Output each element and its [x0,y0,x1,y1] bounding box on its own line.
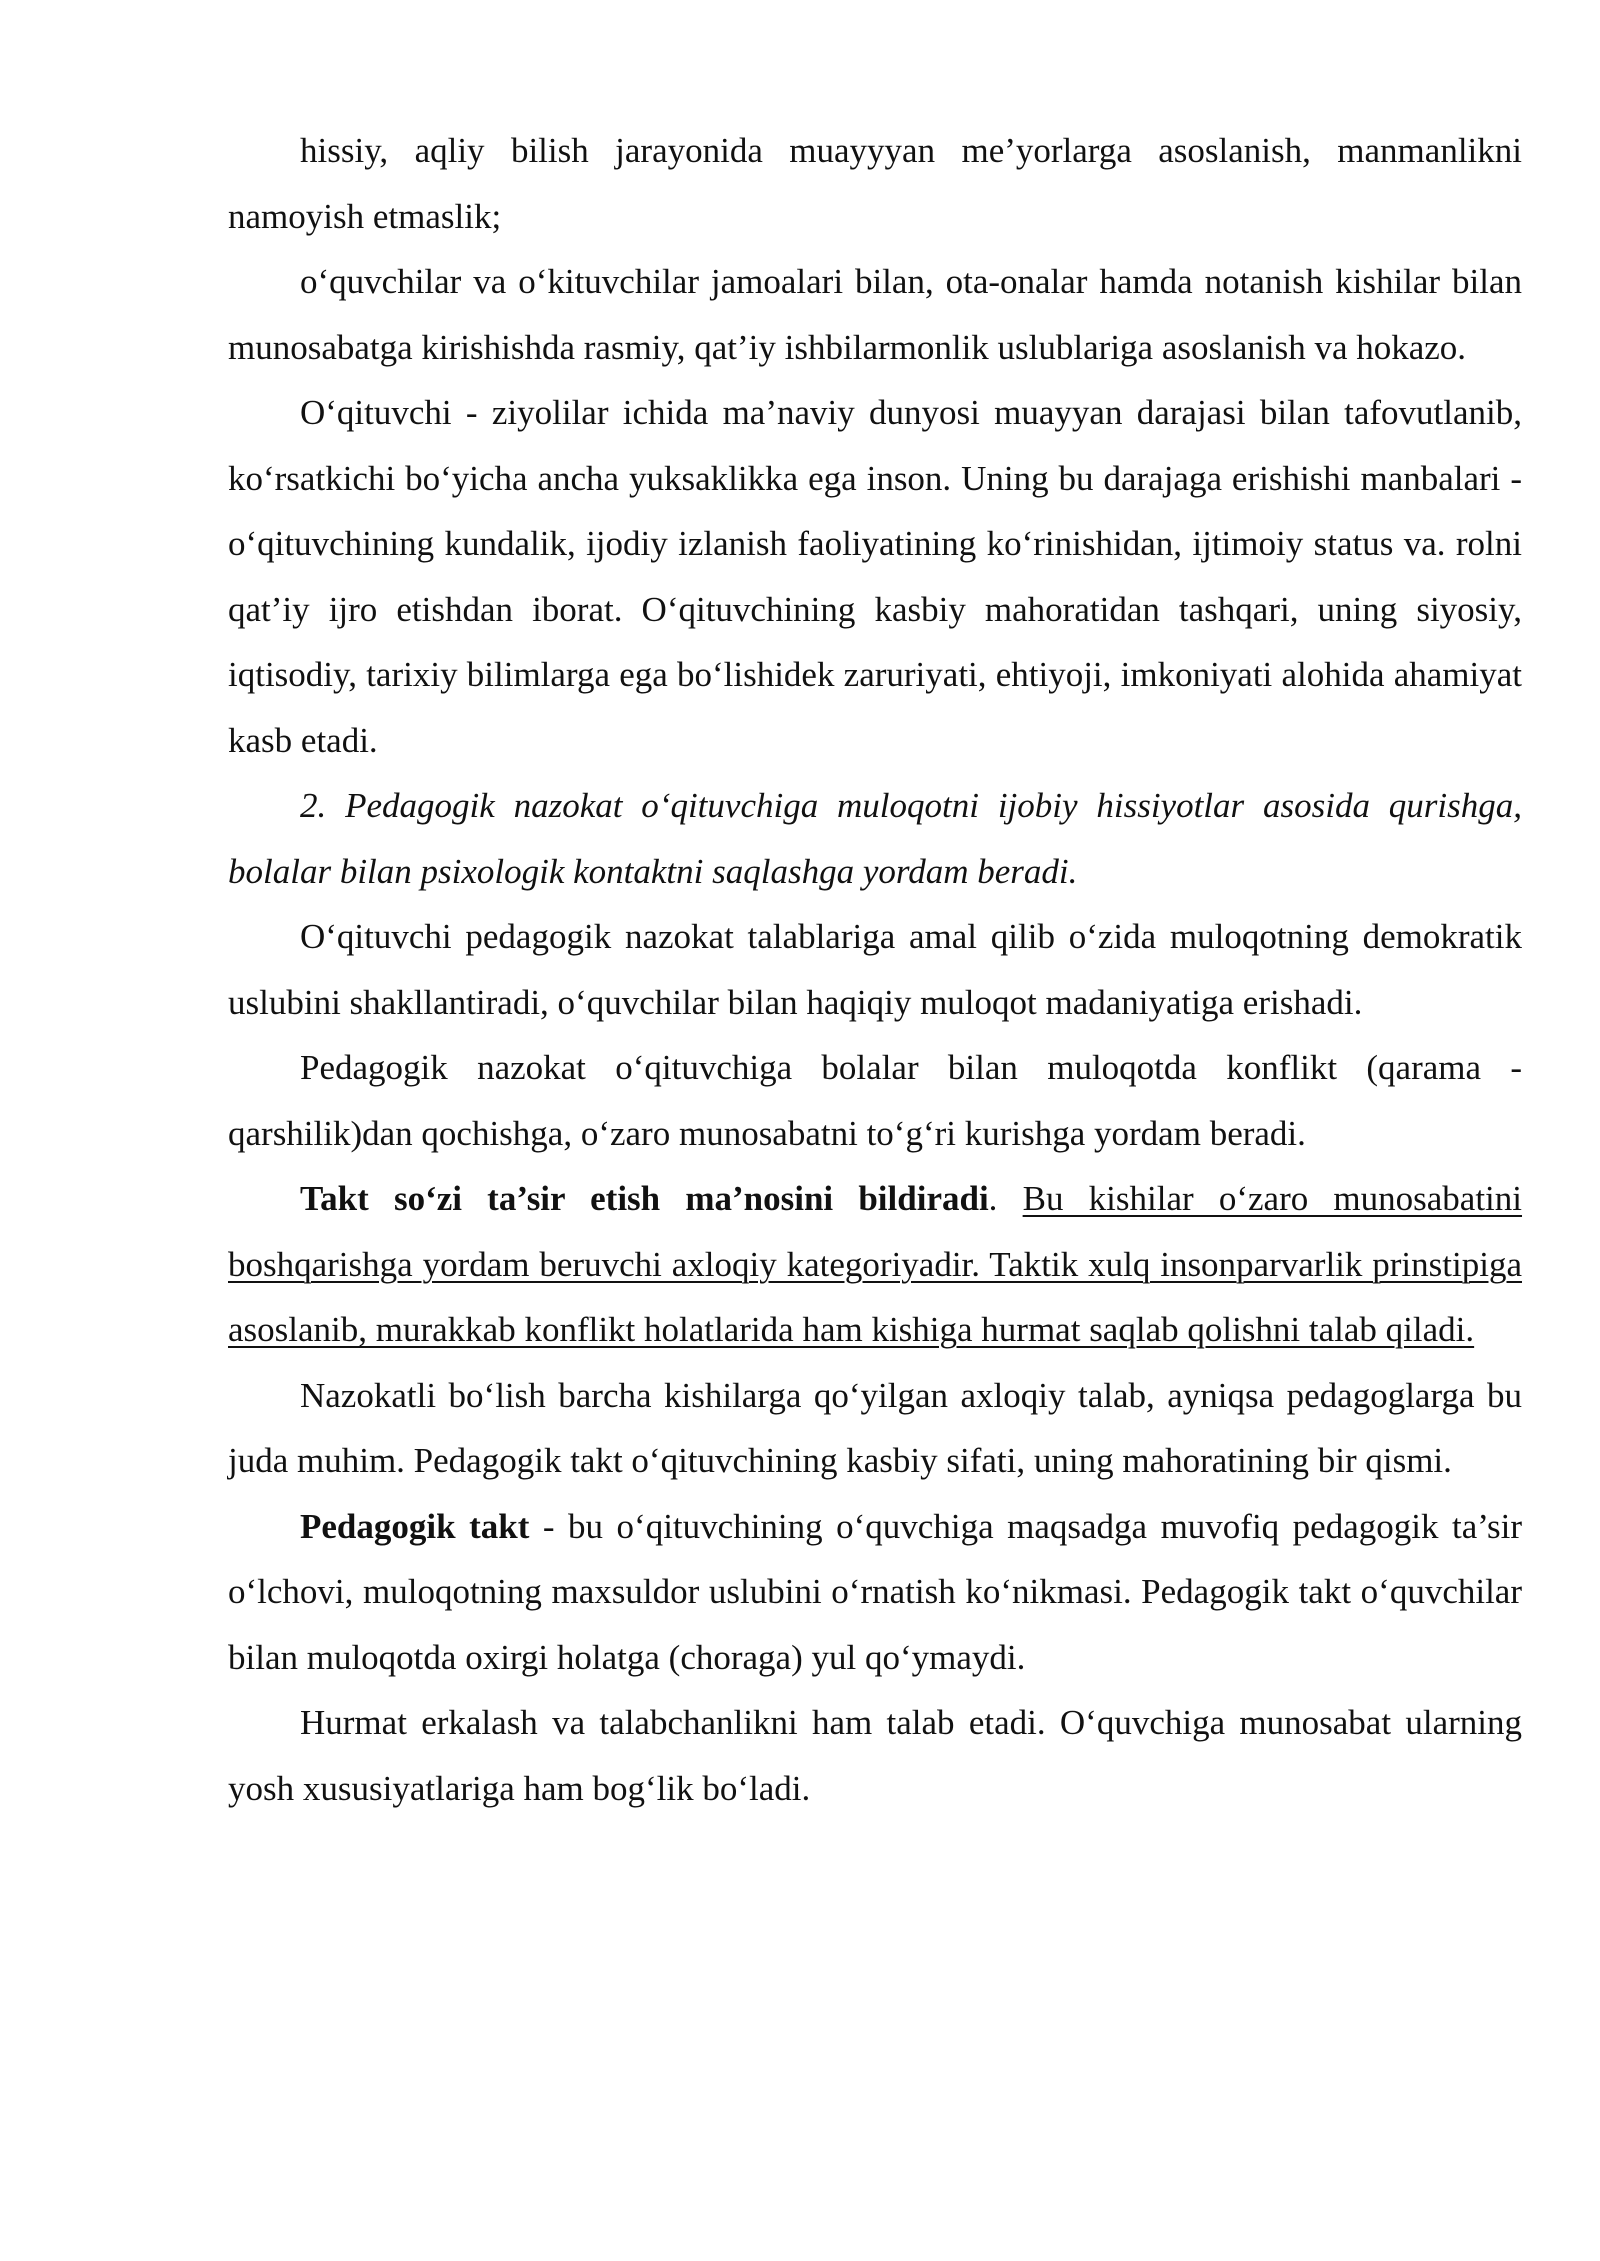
paragraph-10: Hurmat erkalash va talabchanlikni ham talab etadi. O‘quvchiga munosabat ularning yosh xususiyatlariga ham bog‘lik bo‘ladi. [228,1703,1522,1808]
paragraph-2: o‘quvchilar va o‘kituvchilar jamoalari bilan, ota-onalar hamda notanish kishilar bilan munosabatga kirishishda rasmiy, qat’iy ishbilarmonlik uslublariga asoslanish va hokazo. [228,262,1522,367]
takt-definition-bold: Takt so‘zi ta’sir etish ma’nosini bildiradi [300,1179,989,1218]
pedagogik-takt-definition: - bu o‘qituvchining o‘quvchiga maqsadga muvofiq pedagogik ta’sir o‘lchovi, muloqotning maxsuldor uslubini o‘rnatish ko‘nikmasi. Pedagogik takt o‘quvchilar bilan muloqotda oxirgi holatga (choraga) yul qo‘ymaydi. [228,1506,1522,1677]
paragraph-9 [228,1494,1522,1691]
paragraph-7-separator: . [988,1179,1023,1218]
paragraph-8: Nazokatli bo‘lish barcha kishilarga qo‘yilgan axloqiy talab, ayniqsa pedagoglarga bu juda muhim. Pedagogik takt o‘qituvchining kasbiy sifati, uning mahoratining bir qismi. [228,1375,1522,1480]
takt-explanation-underlined: Bu kishilar o‘zaro munosabatini boshqarishga yordam beruvchi axloqiy kategoriyadir. Taktik xulq insonparvarlik prinstipiga asoslanib, murakkab konflikt holatlarida ham kishiga hurmat saqlab qolishni talab qiladi. [228,1179,1523,1349]
paragraph-3: O‘qituvchi - ziyolilar ichida ma’naviy dunyosi muayyan darajasi bilan tafovutlanib, ko‘rsatkichi bo‘yicha ancha yuksaklikka ega inson. Uning bu darajaga erishishi manbalari - o‘qituvchining kundalik, ijodiy izlanish faoliyatining ko‘rinishidan, ijtimoiy status va. rolni qat’iy ijro etishdan iborat. O‘qituvchining kasbiy mahoratidan tashqari, uning siyosiy, iqtisodiy, tarixiy bilimlarga ega bo‘lishidek zaruriyati, ehtiyoji, imkoniyati alohida ahamiyat kasb etadi. [228,393,1522,760]
paragraph-7 [228,1166,1522,1363]
paragraph-4-italic: 2. Pedagogik nazokat o‘qituvchiga muloqotni ijobiy hissiyotlar asosida qurishga, bolalar bilan psixologik kontaktni saqlashga yordam beradi. [228,786,1522,891]
paragraph-5: O‘qituvchi pedagogik nazokat talablariga amal qilib o‘zida muloqotning demokratik uslubini shakllantiradi, o‘quvchilar bilan haqiqiy muloqot madaniyatiga erishadi. [228,917,1522,1022]
pedagogik-takt-term-bold: Pedagogik takt [300,1506,530,1546]
document-page [228,118,1522,1821]
paragraph-1: hissiy, aqliy bilish jarayonida muayyyan me’yorlarga asoslanish, manmanlikni namoyish etmaslik; [228,131,1522,236]
paragraph-6: Pedagogik nazokat o‘qituvchiga bolalar bilan muloqotda konflikt (qarama - qarshilik)dan qochishga, o‘zaro munosabatni to‘g‘ri kurishga yordam beradi. [228,1048,1522,1153]
